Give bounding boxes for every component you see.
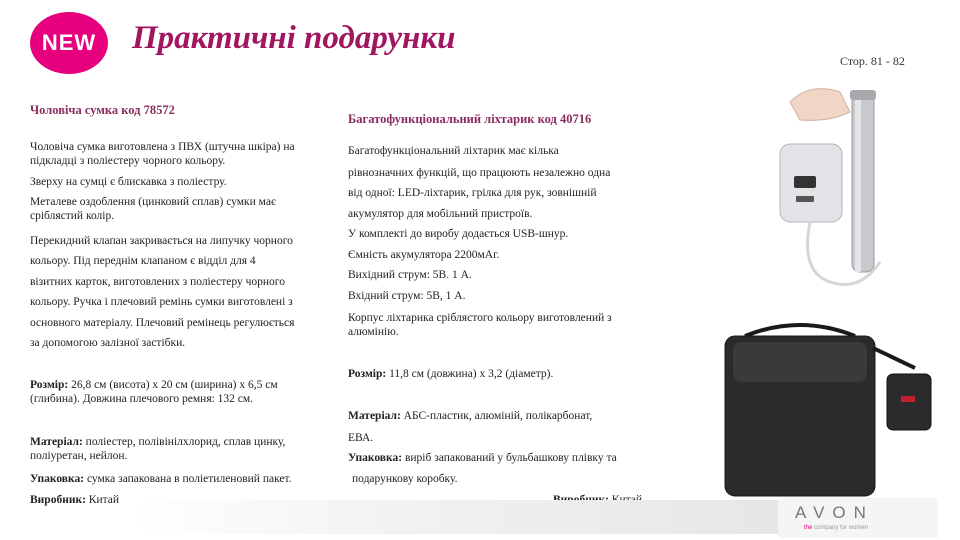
bag-desc-7: кольору. Ручка і плечовий ремінь сумки виготовлені з (30, 296, 293, 308)
flashlight-line-3: від одної: LED-ліхтарик, грілка для рук, зовнішній (348, 187, 597, 199)
bag-packing-label: Упаковка: (30, 473, 85, 485)
avon-tagline (804, 525, 868, 531)
power-bank-icon (780, 144, 842, 222)
flashlight-line-5: У комплекті до виробу додається USB-шнур. (348, 228, 569, 240)
bag-packing-text: сумка запакована в поліетиленовий пакет. (86, 473, 292, 485)
flashlight-heading: Багатофункціональний ліхтарик код 40716 (348, 112, 592, 126)
bag-material-label: Матеріал: (30, 436, 83, 448)
bag-size-text: 26,8 см (висота) х 20 см (ширина) х 6,5 см (глибина). Довжина плечового ремня: 132 см. (30, 379, 278, 405)
bag-product-image (715, 318, 935, 500)
flashlight-line-4: акумулятор для мобільний пристроїв. (348, 208, 533, 220)
flashlight-packing-cont: подарункову коробку. (352, 473, 458, 485)
flashlight-body-extra: Корпус ліхтарика сріблястого кольору виготовлений з алюмінію. (348, 312, 612, 338)
flashlight-line-2: рівнозначних функцій, що працюють незалежно одна (348, 167, 611, 179)
flashlight-packing (348, 451, 617, 465)
bag-maker-label: Виробник: (30, 494, 86, 506)
bag-desc-6: візитних карток, виготовлених з поліестеру чорного (30, 276, 285, 288)
bag-material-text: поліестер, полівінілхлорид, сплав цинку, поліуретан, нейлон. (30, 436, 286, 462)
bag-size-label: Розмір: (30, 379, 69, 391)
footer-bar (135, 500, 780, 534)
flashlight-material-cont: ЕВА. (348, 432, 374, 444)
flashlight-material-text: АБС-пластик, алюміній, полікарбонат, (403, 410, 593, 422)
flashlight-line-6: Ємність акумулятора 2200мАг. (348, 249, 500, 261)
bag-maker (30, 493, 119, 507)
flashlight-material (348, 409, 592, 423)
page-title: Практичні подарунки (132, 20, 456, 56)
page-numbers: Стор. 81 - 82 (840, 54, 905, 68)
bag-size (30, 378, 330, 406)
bag-desc-4: Перекидний клапан закривається на липучку чорного (30, 235, 293, 247)
new-badge: NEW (30, 12, 108, 74)
flashlight-line-8: Вхідний струм: 5В, 1 А. (348, 290, 466, 302)
bag-heading: Чоловіча сумка код 78572 (30, 103, 175, 117)
flashlight-size-text: 11,8 см (довжина) х 3,2 (діаметр). (389, 368, 554, 380)
bag-desc-2: Зверху на сумці є блискавка з поліестру. (30, 176, 227, 188)
flashlight-product-image (770, 72, 945, 304)
bag-desc-1: Чоловіча сумка виготовлена з ПВХ (штучна шкіра) на підкладці з поліестеру чорного кольору. (30, 141, 295, 167)
flashlight-material-label: Матеріал: (348, 410, 401, 422)
flashlight-size-label: Розмір: (348, 368, 387, 380)
bag-packing (30, 472, 350, 486)
flashlight-line-1: Багатофункціональний ліхтарик має кілька (348, 145, 559, 157)
bag-desc-8: основного матеріалу. Плечовий ремінець регулюється (30, 317, 295, 329)
flashlight-packing-text: виріб запакований у бульбашкову плівку та (404, 452, 617, 464)
flashlight-line-7: Вихідний струм: 5В. 1 А. (348, 269, 472, 281)
flashlight-icon (850, 90, 876, 272)
bag-desc-5: кольору. Під переднім клапаном є відділ для 4 (30, 255, 256, 267)
bag-material (30, 435, 330, 463)
hand-icon (790, 89, 850, 121)
bag-desc-9: за допомогою залізної застібки. (30, 337, 186, 349)
avon-logo: AVON (795, 503, 874, 522)
bag-maker-text: Китай (88, 494, 120, 506)
flashlight-size (348, 367, 553, 381)
bag-desc-3: Металеве оздоблення (цинковий сплав) сумки має сріблястий колір. (30, 196, 276, 222)
tagline-prefix: the (804, 525, 813, 531)
small-bag-icon (887, 374, 931, 430)
tagline-rest: company for women (814, 525, 869, 531)
flashlight-packing-label: Упаковка: (348, 452, 403, 464)
